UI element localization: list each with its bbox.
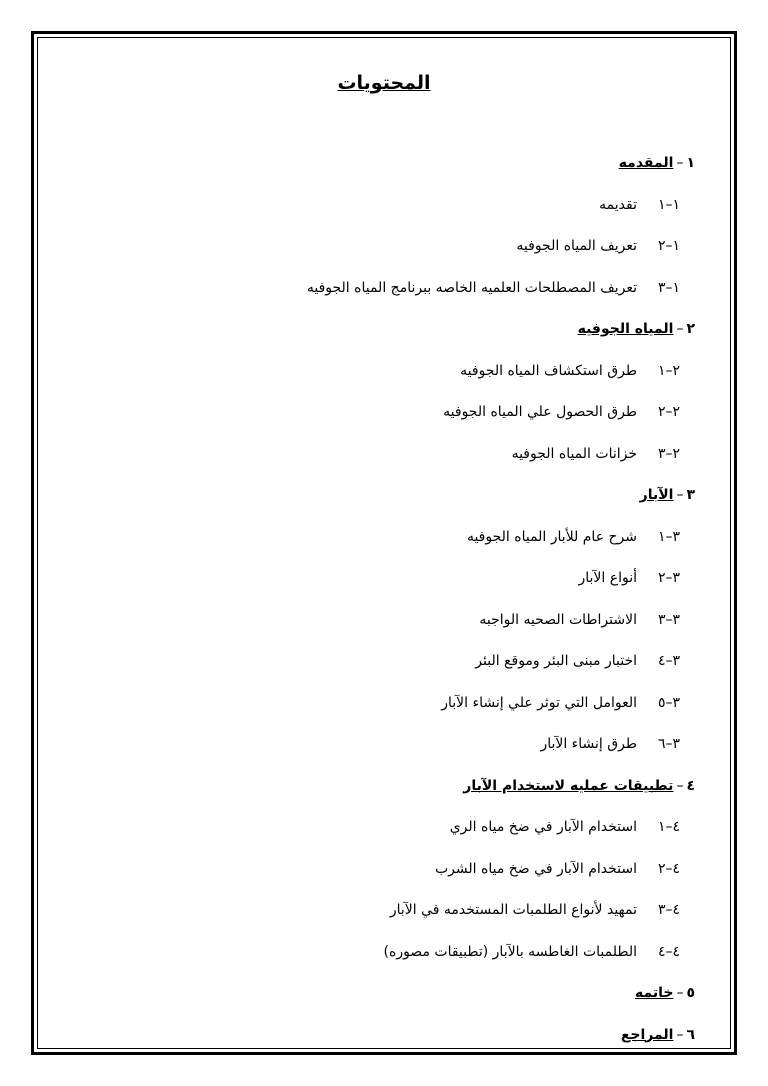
section-separator: –: [676, 155, 684, 171]
section-title: خاتمه: [634, 985, 674, 1001]
toc-item: [255, 653, 695, 673]
item-title: الاشتراطات الصحيه الواجبه: [479, 611, 637, 628]
item-number: ٣–٢: [657, 570, 681, 586]
item-title: استخدام الآبار في ضخ مياه الري: [449, 819, 637, 835]
section-separator: –: [676, 321, 684, 337]
toc-item: [255, 404, 695, 424]
item-number: ٣–٦: [657, 736, 681, 752]
item-title: تمهيد لأنواع الطلمبات المستخدمه في الآبار: [389, 902, 637, 918]
toc-item: [255, 446, 695, 466]
item-number: ٤–٢: [657, 860, 681, 877]
section-number: ٥: [686, 985, 695, 1001]
toc-item: [255, 280, 695, 300]
section-title: المقدمه: [618, 155, 674, 171]
toc-section: [255, 321, 695, 341]
toc-item: [255, 570, 695, 590]
item-number: ١–١: [657, 196, 681, 213]
item-title: الطلمبات الغاطسه بالآبار (تطبيقات مصوره): [383, 943, 637, 960]
section-number: ٤: [686, 777, 695, 794]
section-separator: –: [676, 985, 684, 1001]
section-number: ٣: [686, 487, 695, 503]
item-number: ٣–٥: [657, 694, 681, 711]
toc-section: [255, 778, 695, 798]
item-title: طرق الحصول علي المياه الجوفيه: [443, 404, 637, 420]
toc-item: [255, 612, 695, 632]
item-number: ٣–٤: [657, 653, 681, 669]
toc-item: [255, 902, 695, 922]
item-number: ٣–٣: [657, 611, 681, 628]
section-number: ١: [686, 155, 695, 171]
item-number: ١–٢: [657, 238, 681, 254]
section-separator: –: [676, 487, 684, 503]
item-number: ١–٣: [657, 279, 681, 296]
item-number: ٤–٤: [657, 943, 681, 960]
item-number: ٢–٣: [657, 445, 681, 462]
item-title: تعريف المياه الجوفيه: [516, 238, 637, 254]
item-title: تقديمه: [599, 196, 637, 213]
section-number: ٦: [686, 1026, 695, 1043]
item-number: ٢–٢: [657, 404, 681, 420]
item-title: استخدام الآبار في ضخ مياه الشرب: [435, 860, 637, 877]
item-number: ٣–١: [657, 528, 681, 545]
toc-section: [255, 155, 695, 175]
toc-section: [255, 1027, 695, 1047]
toc-item: [255, 363, 695, 383]
item-title: طرق إنشاء الآبار: [540, 736, 637, 752]
section-title: المياه الجوفيه: [577, 321, 674, 337]
item-number: ٢–١: [657, 362, 681, 379]
toc-section: [255, 985, 695, 1005]
item-title: شرح عام للأبار المياه الجوفيه: [466, 528, 637, 545]
item-title: تعريف المصطلحات العلميه الخاصه ببرنامج المياه الجوفيه: [306, 279, 637, 296]
item-number: ٤–١: [657, 819, 681, 835]
item-title: العوامل التي توثر علي إنشاء الآبار: [441, 694, 637, 711]
toc-item: [255, 529, 695, 549]
toc-item: [255, 197, 695, 217]
item-title: طرق استكشاف المياه الجوفيه: [460, 362, 637, 379]
section-title: المراجع: [620, 1026, 674, 1043]
item-number: ٤–٣: [657, 902, 681, 918]
item-title: خزانات المياه الجوفيه: [511, 445, 637, 462]
toc-item: [255, 695, 695, 715]
toc-section: [255, 487, 695, 507]
page-title: المحتويات: [337, 72, 431, 94]
section-separator: –: [676, 1026, 684, 1043]
toc-item: [255, 861, 695, 881]
item-title: أنواع الآبار: [578, 570, 637, 586]
toc-item: [255, 238, 695, 258]
toc-item: [255, 736, 695, 756]
section-number: ٢: [686, 321, 695, 337]
section-separator: –: [676, 777, 684, 794]
section-title: الآبار: [639, 487, 674, 503]
section-title: تطبيقات عمليه لاستخدام الآبار: [463, 777, 674, 794]
item-title: اختبار مبنى البئر وموقع البئر: [475, 653, 637, 669]
table-of-contents: [255, 155, 695, 1068]
toc-item: [255, 944, 695, 964]
toc-item: [255, 819, 695, 839]
